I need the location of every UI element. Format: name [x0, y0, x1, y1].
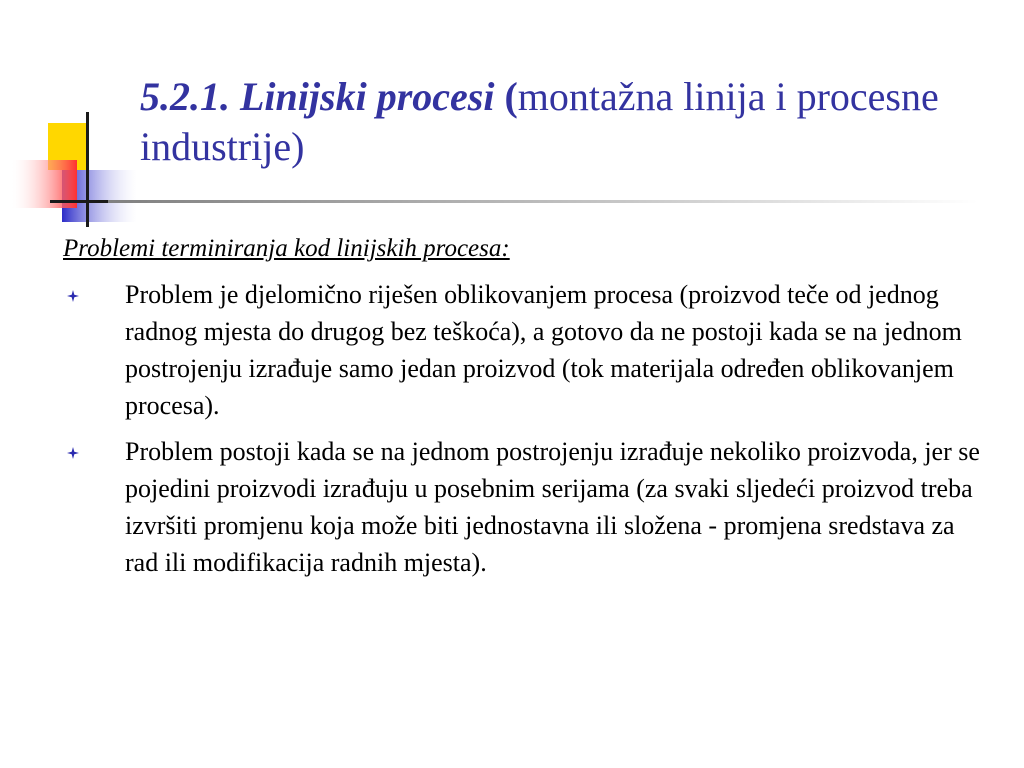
section-subtitle: Problemi terminiranja kod linijskih procesa: — [63, 235, 510, 262]
title-underline-rule — [108, 200, 978, 203]
deco-vertical-line — [86, 112, 89, 227]
title-number: 5.2.1. Linijski procesi — [140, 74, 495, 119]
title-rest: montažna linija i procesne industrije) — [140, 74, 939, 169]
bullet-text-2: Problem postoji kada se na jednom postrojenju izrađuje nekoliko proizvoda, jer se pojedini proizvodi izrađuju u posebnim serijama (za svaki sljedeći proizvod treba izvršiti promjenu koja može biti jednostavna ili složena - promjena sredstava za rad ili modifikacija radnih mjesta). — [125, 437, 980, 577]
bullet-item-2 — [63, 433, 993, 581]
title-paren: ( — [504, 74, 518, 119]
slide-title — [140, 72, 1000, 172]
diamond-bullet-icon — [67, 447, 79, 459]
diamond-bullet-icon — [67, 290, 79, 302]
bullet-item-1 — [63, 276, 993, 424]
deco-horizontal-line — [50, 200, 108, 203]
bullet-text-1: Problem je djelomično riješen oblikovanjem procesa (proizvod teče od jednog radnog mjesta do drugog bez teškoća), a gotovo da ne postoji kada se na jednom postrojenju izrađuje samo jedan proizvod (tok materijala određen oblikovanjem procesa). — [125, 280, 962, 420]
bullet-list — [63, 276, 993, 590]
